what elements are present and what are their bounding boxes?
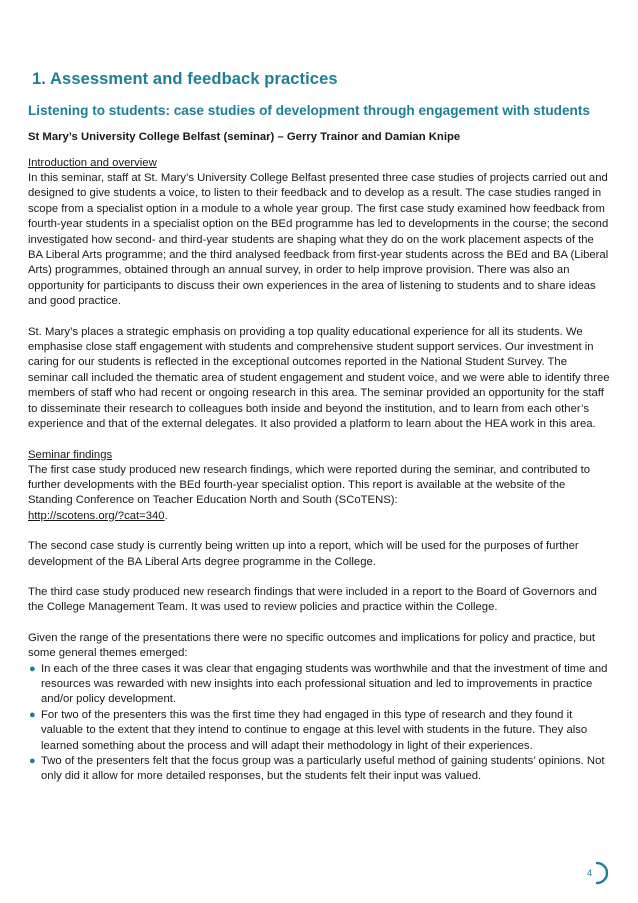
findings-paragraph-2: The second case study is currently being written up into a report, which will be used for the purposes of further development of the BA Liberal Arts degree programme in the College.	[28, 540, 579, 568]
bullet-dot-icon: ●	[29, 662, 36, 675]
intro-paragraph-1: In this seminar, staff at St. Mary’s University College Belfast presented three case studies of projects carried out and designed to give students a voice, to listen to their feedback and to develop as a result. The case studies ranged in scope from a specialist option in a module to a whole year group. The first case study examined how feedback from fourth-year students in a specialist option on the BEd programme has led to developments in the course; the second investigated how second- and third-year students are shaping what they do on the work placement aspects of the BA Liberal Arts programme; and the third analysed feedback from first-year students across the BEd and BA (Liberal Arts) programmes, obtained through an annual survey, in order to help improve provision. There was also an opportunity for participants to discuss their own experiences in the area of listening to students and to share ideas and good practice.	[28, 172, 609, 308]
findings-heading: Seminar findings	[28, 448, 113, 461]
document-page	[28, 70, 610, 785]
bullet-dot-icon: ●	[29, 755, 36, 767]
list-item-text: For two of the presenters this was the first time they had engaged in this type of research and they found it valuable to the extent that they intend to continue to engage at this level with students in the future. They also learned something about the process and will adapt their methodology in light of their experiences.	[41, 708, 588, 752]
themes-list	[28, 662, 610, 785]
list-item	[28, 754, 610, 785]
list-item	[28, 708, 610, 754]
link-suffix: .	[164, 509, 168, 522]
list-item-text: Two of the presenters felt that the focus group was a particularly useful method of gaining students’ opinions. Not only did it allow for more detailed responses, but the students felt their input was valued.	[41, 755, 605, 783]
page-number-badge	[584, 861, 608, 885]
intro-heading: Introduction and overview	[28, 157, 157, 169]
scotens-link[interactable]: http://scotens.org/?cat=340	[28, 509, 165, 522]
case-study-title: Listening to students: case studies of development through engagement with students	[28, 103, 590, 118]
themes-intro: Given the range of the presentations there were no specific outcomes and implications for policy and practice, but some general themes emerged:	[28, 631, 596, 660]
intro-paragraph-2: St. Mary’s places a strategic emphasis on providing a top quality educational experience for all its students. We emphasise close staff engagement with students and comprehensive student support services. Our investment in caring for our students is reflected in the exceptional outcomes reported in the National Student Survey. The seminar call included the thematic area of student engagement and student voice, and we were able to identify three members of staff who had recent or ongoing research in this area. The seminar provided an opportunity for the staff to disseminate their research to colleagues both inside and beyond the institution, and to learn from each other’s experience and that of the external delegates. It also provided a platform to learn about the HEA work in this area.	[28, 325, 610, 431]
bullet-dot-icon: ●	[29, 708, 36, 721]
section-title: 1. Assessment and feedback practices	[32, 70, 338, 88]
findings-first-text: The first case study produced new research findings, which were reported during the seminar, and contributed to further developments with the BEd fourth-year specialist option. This report is available at the website of the Standing Conference on Teacher Education North and South (SCoTENS):	[28, 463, 591, 507]
list-item-text: In each of the three cases it was clear that engaging students was worthwhile and that the investment of time and resources was rewarded with new insights into each professional situation and led to improvements in practice and/or policy development.	[41, 662, 608, 706]
findings-paragraph-1	[28, 463, 610, 525]
seminar-presenters: St Mary’s University College Belfast (seminar) – Gerry Trainor and Damian Knipe	[28, 131, 461, 143]
page-number: 4	[587, 868, 593, 878]
list-item	[28, 662, 610, 708]
findings-paragraph-3: The third case study produced new research findings that were included in a report to the Board of Governors and the College Management Team. It was used to review policies and practice within the College.	[28, 585, 597, 614]
